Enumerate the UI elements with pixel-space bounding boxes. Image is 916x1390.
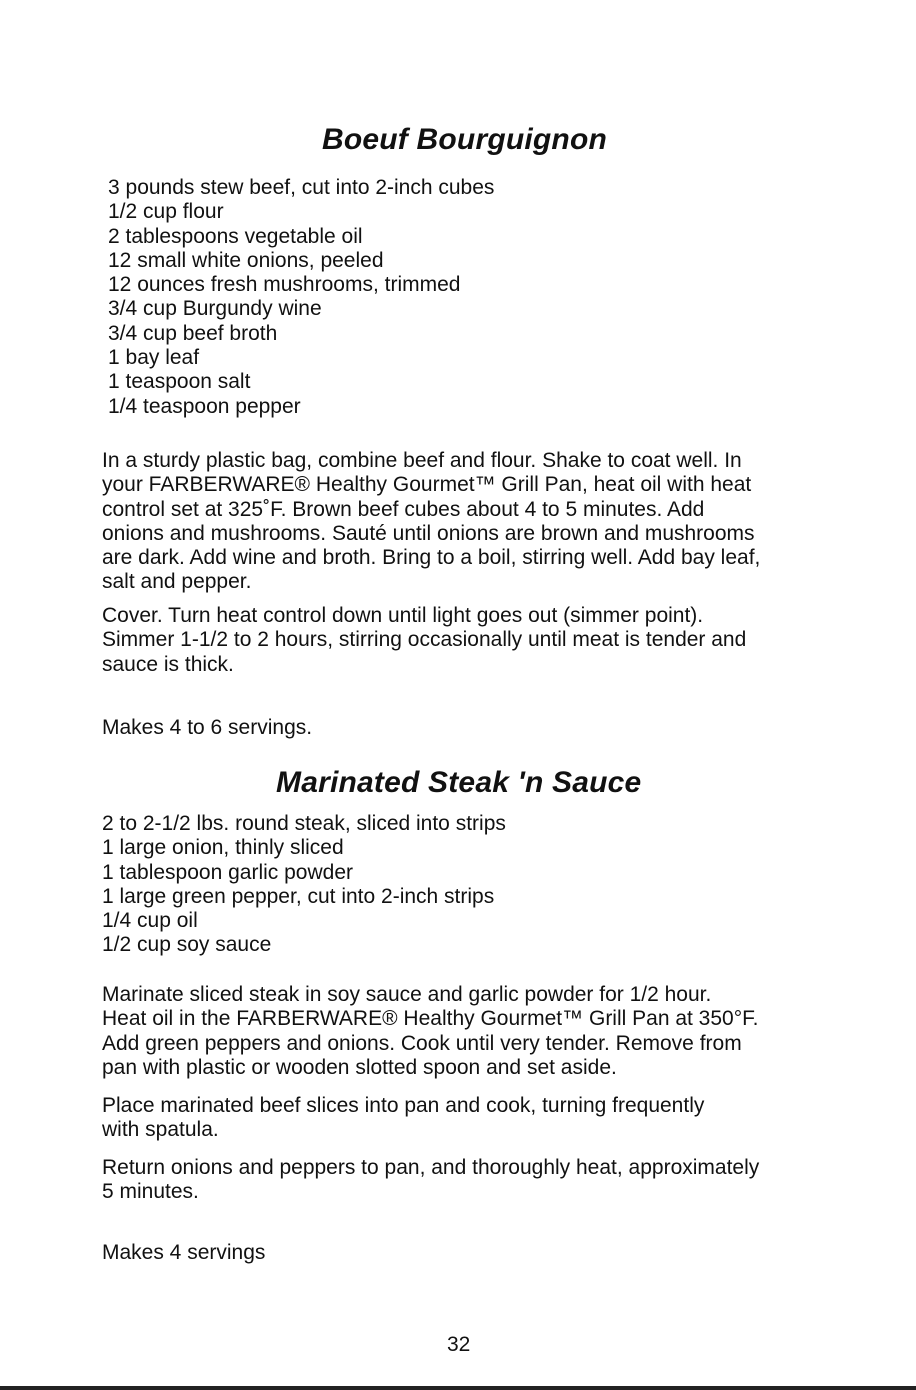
text-line: sauce is thick. bbox=[102, 652, 234, 676]
ingredient-item: 1 bay leaf bbox=[108, 346, 200, 370]
text-line: with spatula. bbox=[102, 1118, 219, 1142]
ingredient-list bbox=[102, 812, 506, 958]
ingredient-item: 12 ounces fresh mushrooms, trimmed bbox=[108, 273, 461, 297]
text-line: Makes 4 to 6 servings. bbox=[102, 716, 313, 739]
ingredient-item: 1 teaspoon salt bbox=[108, 370, 251, 394]
ingredient-item: 1/2 cup soy sauce bbox=[102, 933, 272, 957]
directions-paragraph bbox=[102, 1156, 832, 1205]
text-line: Cover. Turn heat control down until light goes out (simmer point). bbox=[102, 604, 704, 627]
ingredient-item: 1 large green pepper, cut into 2-inch strips bbox=[102, 884, 495, 908]
ingredient-item: 1/4 cup oil bbox=[102, 909, 198, 933]
text-line: Makes 4 servings bbox=[102, 1241, 266, 1264]
text-line: salt and pepper. bbox=[102, 570, 252, 594]
directions-paragraph bbox=[102, 1094, 832, 1143]
ingredient-item: 3/4 cup Burgundy wine bbox=[108, 297, 322, 321]
recipe-title: Marinated Steak 'n Sauce bbox=[276, 766, 642, 799]
text-line: 5 minutes. bbox=[102, 1180, 199, 1204]
ingredient-item: 3 pounds stew beef, cut into 2-inch cubes bbox=[108, 176, 495, 199]
ingredient-item: 2 tablespoons vegetable oil bbox=[108, 224, 363, 248]
ingredient-item: 3/4 cup beef broth bbox=[108, 321, 278, 345]
text-line: Simmer 1-1/2 to 2 hours, stirring occasionally until meat is tender and bbox=[102, 628, 747, 652]
text-line: pan with plastic or wooden slotted spoon and set aside. bbox=[102, 1055, 617, 1079]
text-line: Return onions and peppers to pan, and thoroughly heat, approximately bbox=[102, 1156, 760, 1179]
text-line: In a sturdy plastic bag, combine beef and flour. Shake to coat well. In bbox=[102, 449, 742, 472]
text-line: are dark. Add wine and broth. Bring to a boil, stirring well. Add bay leaf, bbox=[102, 546, 761, 570]
directions-paragraph bbox=[102, 604, 832, 677]
servings-text bbox=[102, 1241, 832, 1265]
text-line: Place marinated beef slices into pan and cook, turning frequently bbox=[102, 1094, 705, 1117]
text-line: Add green peppers and onions. Cook until very tender. Remove from bbox=[102, 1031, 742, 1055]
ingredient-list bbox=[108, 176, 494, 419]
text-line: your FARBERWARE® Healthy Gourmet™ Grill Pan, heat oil with heat bbox=[102, 473, 752, 497]
page-number: 32 bbox=[447, 1333, 471, 1356]
ingredient-item: 12 small white onions, peeled bbox=[108, 248, 384, 272]
ingredient-item: 1 tablespoon garlic powder bbox=[102, 860, 353, 884]
text-line: control set at 325˚F. Brown beef cubes about 4 to 5 minutes. Add bbox=[102, 497, 705, 521]
directions-paragraph bbox=[102, 983, 832, 1080]
directions-paragraph bbox=[102, 449, 832, 595]
ingredient-item: 1/4 teaspoon pepper bbox=[108, 394, 301, 418]
text-line: Heat oil in the FARBERWARE® Healthy Gourmet™ Grill Pan at 350°F. bbox=[102, 1007, 759, 1031]
text-line: Marinate sliced steak in soy sauce and garlic powder for 1/2 hour. bbox=[102, 983, 712, 1006]
text-line: onions and mushrooms. Sauté until onions are brown and mushrooms bbox=[102, 521, 755, 545]
ingredient-item: 1/2 cup flour bbox=[108, 200, 224, 224]
page-edge-divider bbox=[0, 1386, 916, 1390]
servings-text bbox=[102, 716, 832, 740]
ingredient-item: 2 to 2-1/2 lbs. round steak, sliced into strips bbox=[102, 812, 506, 835]
ingredient-item: 1 large onion, thinly sliced bbox=[102, 836, 344, 860]
recipe-title: Boeuf Bourguignon bbox=[322, 123, 608, 156]
